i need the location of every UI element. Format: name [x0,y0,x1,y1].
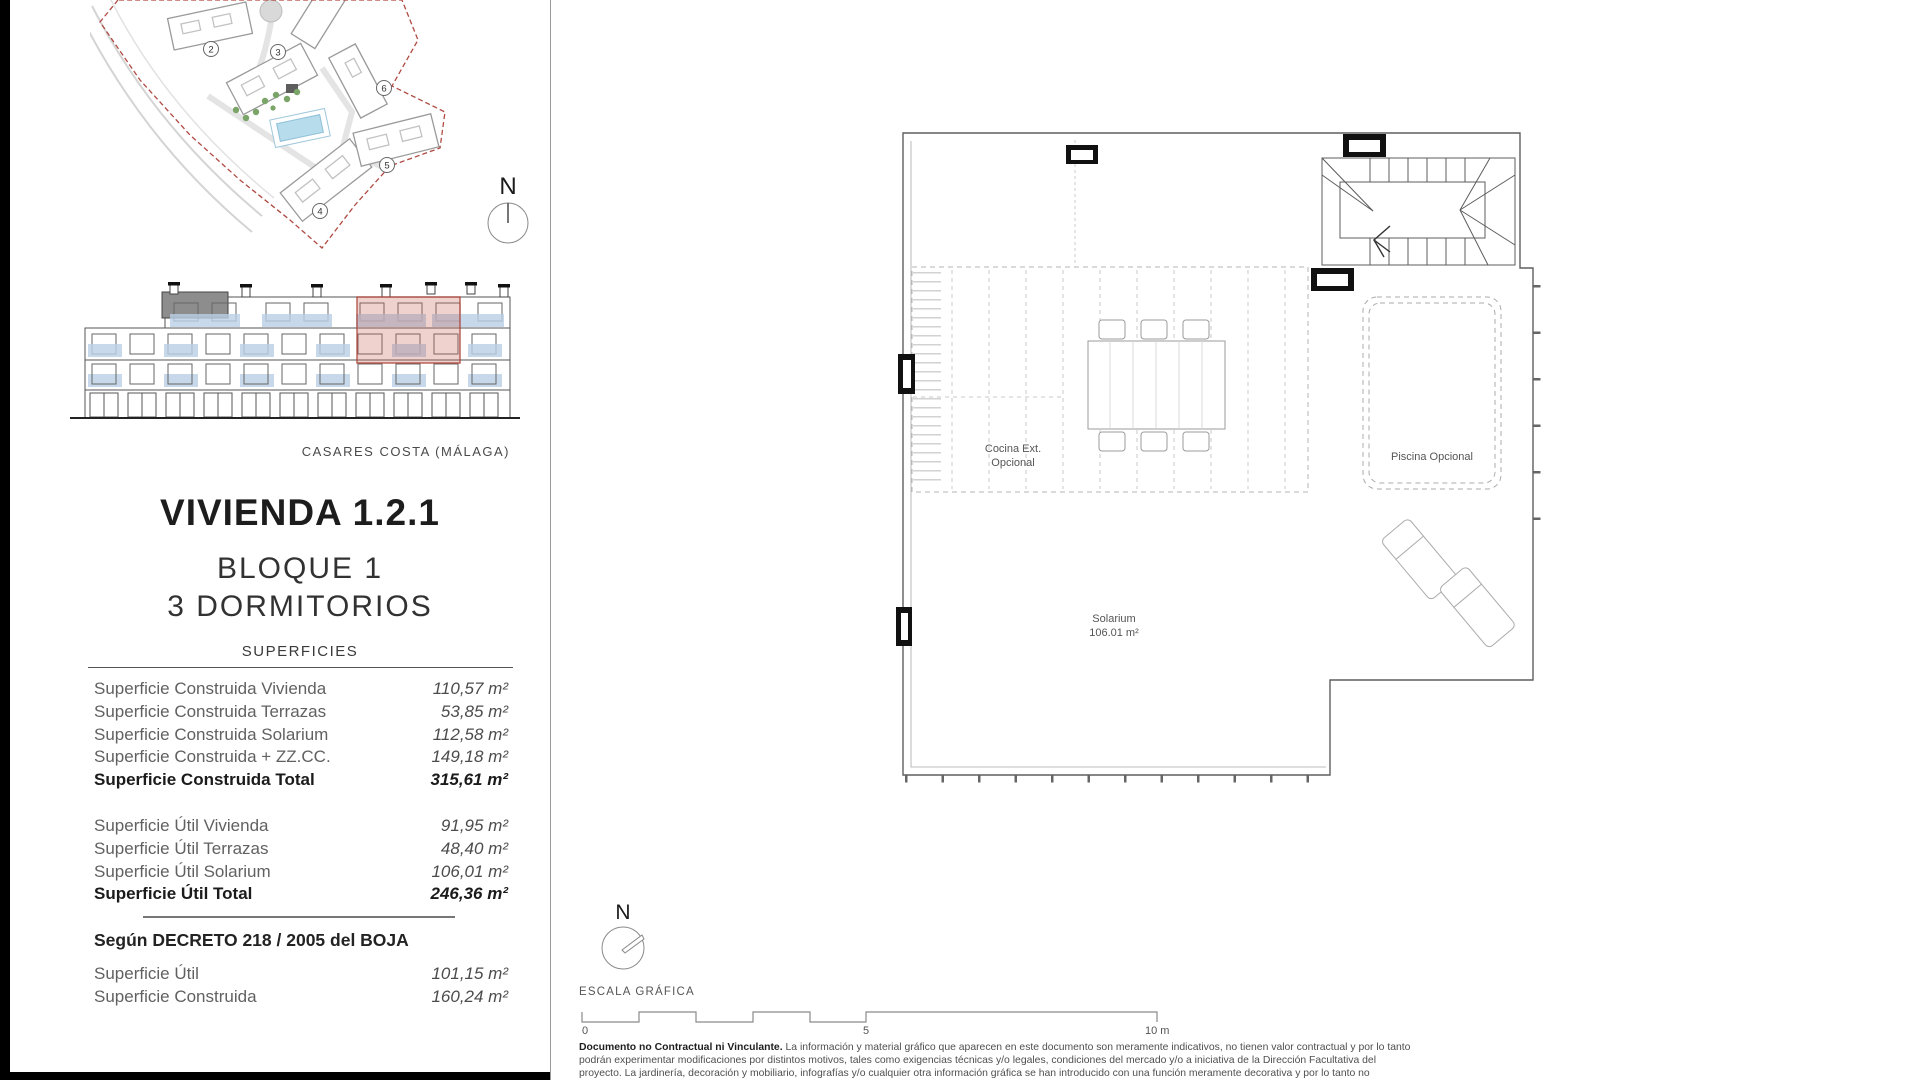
row-label: Superficie Construida [94,986,257,1006]
row-value: 53,85 m² [440,701,508,721]
decreto-table [94,964,508,1010]
site-pool [270,108,331,147]
floor-plan-drawing [888,108,1568,798]
disclaimer-line-3: proyecto. La jardinería, decoración y mobiliario, infografías y/o cualquier otra información gráfica se han introducido con una función meramente decorativa y por lo tanto no [579,1067,1370,1079]
row-label: Superficie Útil Total [94,884,253,904]
row-value: 110,57 m² [432,679,508,698]
page-title: VIVIENDA 1.2.1 [160,492,440,533]
panel-divider [550,0,551,1080]
row-value: 48,40 m² [440,838,508,858]
disclaimer-line-2: podrán experimentar modificaciones por distintos motivos, tales como exigencias técnicas y/o legales, condiciones del mercado y/o a iniciativa de la Dirección Facultativa del [579,1054,1377,1066]
page-border-left [0,0,10,1080]
site-label-6: 6 [381,83,387,95]
subtitle-dormitorios: 3 DORMITORIOS [167,590,433,623]
scale-bar-heading: ESCALA GRÁFICA [579,986,695,998]
row-value: 246,36 m² [430,884,508,904]
row-label: Superficie Útil Vivienda [94,816,269,835]
page-border-bottom [0,1072,551,1080]
row-value: 112,58 m² [432,724,508,744]
disclaimer-lead: Documento no Contractual ni Vinculante. [579,1042,783,1053]
disclaimer-text [579,1042,1479,1080]
piscina-label: Piscina Opcional [1391,451,1473,463]
site-label-4: 4 [317,206,323,218]
site-label-5: 5 [384,160,390,172]
cocina-label-line1: Cocina Ext. [984,443,1042,455]
row-value: 101,15 m² [431,964,508,983]
row-value: 106,01 m² [431,861,508,881]
table-row [94,964,508,987]
surfaces-heading: SUPERFICIES [241,643,359,660]
row-label: Superficie Construida Total [94,770,315,790]
table-row [94,725,508,748]
north-label-site: N [499,173,517,200]
solarium-label-line2: 106.01 m² [1089,627,1139,639]
row-label: Superficie Útil Terrazas [94,838,269,858]
table-row-total [94,884,508,907]
row-value: 91,95 m² [440,816,508,835]
table-row [94,747,508,770]
subtitle-bloque: BLOQUE 1 [216,552,384,585]
row-label: Superficie Útil [94,964,199,983]
row-label: Superficie Construida + ZZ.CC. [94,747,331,767]
table-row [94,839,508,862]
scale-bar [575,1003,1195,1037]
roundabout [260,0,282,22]
table-row [94,702,508,725]
row-label: Superficie Construida Terrazas [94,701,327,721]
decreto-heading: Según DECRETO 218 / 2005 del BOJA [94,930,409,950]
row-value: 315,61 m² [430,770,508,790]
north-arrow-site [478,168,548,252]
table-row [94,816,508,839]
site-label-3: 3 [275,47,281,59]
row-value: 149,18 m² [431,747,508,767]
site-building-top [291,0,349,49]
site-label-2: 2 [208,44,214,56]
scale-tick-5: 5 [863,1025,870,1037]
cocina-label-line2: Opcional [991,457,1035,469]
table-row [94,862,508,885]
row-label: Superficie Útil Solarium [94,861,271,881]
compass-needle-icon [622,935,644,953]
north-arrow-plan [585,895,675,985]
location-caption: CASARES COSTA (MÁLAGA) [301,444,510,459]
surfaces-rule [88,667,513,668]
compass-circle-icon [602,927,644,969]
decreto-rule [143,916,455,918]
row-label: Superficie Construida Solarium [94,724,329,744]
scale-tick-10: 10 m [1145,1025,1170,1037]
site-plan-drawing [90,0,522,252]
surfaces-construida-table [94,679,508,793]
solarium-label-line1: Solarium [1092,613,1136,625]
row-value: 160,24 m² [431,986,508,1006]
scale-tick-0: 0 [582,1025,589,1037]
elevation-drawing [70,278,520,420]
site-building-5 [353,114,439,166]
disclaimer-line-1: Documento no Contractual ni Vinculante. La información y material gráfico que aparecen en este documento son meramente indicativos, no tienen valor contractual y por lo tanto [579,1042,1411,1053]
table-row [94,987,508,1010]
north-label-plan: N [615,901,631,924]
table-row-total [94,770,508,793]
surfaces-util-table [94,816,508,907]
row-label: Superficie Construida Vivienda [94,679,327,698]
site-building-6 [329,44,387,118]
table-row [94,679,508,702]
highlighted-unit-overlay [357,297,460,363]
